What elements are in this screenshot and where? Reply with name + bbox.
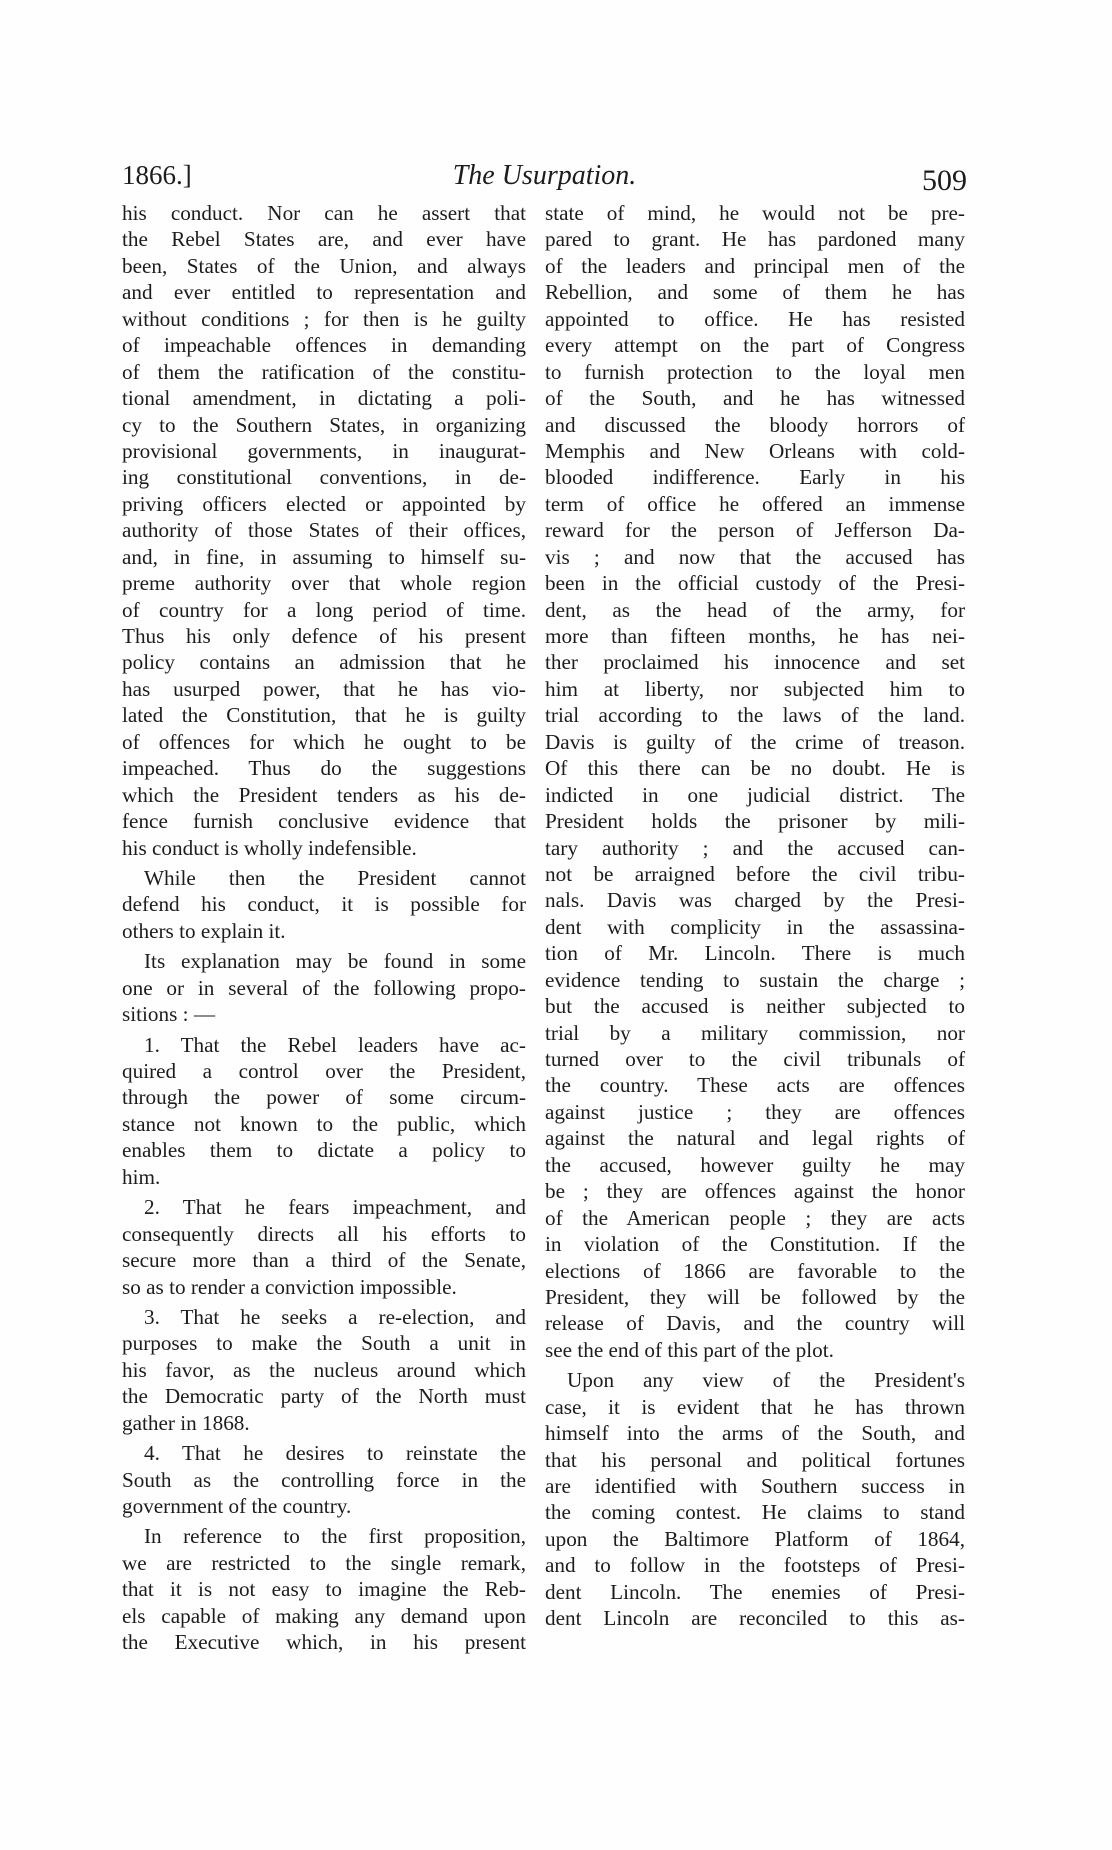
text-line: Upon any view of the President's [567, 1368, 965, 1393]
text-line: state of mind, he would not be pre- [545, 201, 965, 225]
text-line: dent with complicity in the assassina- [545, 914, 965, 939]
text-line: gather in 1868. [122, 1410, 250, 1435]
paragraph [545, 200, 965, 1363]
text-line: we are restricted to the single remark, [122, 1550, 526, 1575]
text-line: against the natural and legal rights of [545, 1126, 965, 1151]
text-line: dent Lincoln are reconciled to this as- [545, 1606, 965, 1631]
text-line: his favor, as the nucleus around which [122, 1357, 526, 1382]
text-line: see the end of this part of the plot. [545, 1337, 834, 1362]
text-line: the country. These acts are offences [545, 1073, 965, 1098]
text-line: 3. That he seeks a re-election, and [144, 1304, 526, 1329]
text-line: of offences for which he ought to be [122, 729, 526, 754]
text-line: been, States of the Union, and always [122, 253, 526, 278]
text-line: without conditions ; for then is he guilty [122, 306, 526, 331]
text-line: not be arraigned before the civil tribu- [545, 861, 965, 886]
text-line: secure more than a third of the Senate, [122, 1248, 526, 1273]
text-line: elections of 1866 are favorable to the [545, 1258, 965, 1283]
text-line: the Democratic party of the North must [122, 1384, 526, 1409]
paragraph [122, 1523, 526, 1655]
text-line: and, in fine, in assuming to himself su- [122, 544, 526, 569]
header-title: The Usurpation. [452, 160, 637, 191]
text-line: defend his conduct, it is possible for [122, 892, 526, 917]
text-line: that his personal and political fortunes [545, 1447, 965, 1472]
paragraph [122, 1304, 526, 1436]
paragraph [545, 1367, 965, 1631]
text-line: every attempt on the part of Congress [545, 333, 965, 358]
page-number: 509 [922, 164, 967, 197]
text-line: tional amendment, in dictating a poli- [122, 386, 526, 411]
text-line: Thus his only defence of his present [122, 624, 526, 648]
text-line: purposes to make the South a unit in [122, 1331, 526, 1356]
text-line: him at liberty, nor subjected him to [545, 676, 965, 701]
text-line: Rebellion, and some of them he has [545, 280, 965, 305]
text-line: enables them to dictate a policy to [122, 1138, 526, 1163]
text-line: the Rebel States are, and ever have [122, 227, 526, 252]
text-line: be ; they are offences against the honor [545, 1179, 965, 1204]
text-line: case, it is evident that he has thrown [545, 1394, 965, 1419]
text-line: indicted in one judicial district. The [545, 782, 965, 807]
text-line: lated the Constitution, that he is guilty [122, 703, 526, 728]
text-line: his conduct. Nor can he assert that [122, 201, 526, 225]
text-line: dent, as the head of the army, for [545, 597, 965, 622]
text-line: and to follow in the footsteps of Presi- [545, 1553, 965, 1578]
text-line: of impeachable offences in demanding [122, 333, 526, 358]
text-line: consequently directs all his efforts to [122, 1221, 526, 1246]
text-line: vis ; and now that the accused has [545, 544, 965, 569]
text-line: to furnish protection to the loyal men [545, 359, 965, 384]
text-line: 2. That he fears impeachment, and [144, 1195, 526, 1220]
text-line: Its explanation may be found in some [144, 949, 526, 974]
text-line: trial according to the laws of the land. [545, 703, 965, 728]
text-line: the accused, however guilty he may [545, 1152, 965, 1177]
text-line: South as the controlling force in the [122, 1467, 526, 1492]
text-line: are identified with Southern success in [545, 1474, 965, 1498]
text-line: quired a control over the President, [122, 1059, 526, 1083]
text-line: President holds the prisoner by mili- [545, 809, 965, 834]
text-line: of country for a long period of time. [122, 597, 526, 622]
right-column [545, 200, 965, 1632]
text-line: government of the country. [122, 1494, 352, 1518]
text-line: els capable of making any demand upon [122, 1603, 526, 1628]
text-line: his conduct is wholly indefensible. [122, 835, 417, 860]
text-line: President, they will be followed by the [545, 1284, 965, 1309]
text-line: the coming contest. He claims to stand [545, 1500, 965, 1525]
paragraph [122, 1032, 526, 1191]
text-line: turned over to the civil tribunals of [545, 1047, 965, 1071]
text-line: provisional governments, in inaugurat- [122, 438, 526, 463]
text-line: upon the Baltimore Platform of 1864, [545, 1526, 965, 1551]
text-line: pared to grant. He has pardoned many [545, 227, 965, 252]
text-line: one or in several of the following propo- [122, 975, 526, 1000]
text-line: of the American people ; they are acts [545, 1205, 965, 1230]
text-line: which the President tenders as his de- [122, 782, 526, 807]
text-line: but the accused is neither subjected to [545, 994, 965, 1019]
text-line: authority of those States of their offices, [122, 518, 526, 543]
text-line: appointed to office. He has resisted [545, 306, 965, 331]
text-line: ing constitutional conventions, in de- [122, 465, 526, 490]
text-line: others to explain it. [122, 918, 286, 943]
paragraph [122, 948, 526, 1027]
text-line: Memphis and New Orleans with cold- [545, 438, 965, 463]
text-line: of the leaders and principal men of the [545, 253, 965, 278]
text-line: and discussed the bloody horrors of [545, 412, 965, 437]
text-line: has usurped power, that he has vio- [122, 676, 526, 701]
text-line: so as to render a conviction impossible. [122, 1274, 457, 1299]
text-line: that it is not easy to imagine the Reb- [122, 1577, 526, 1602]
text-line: release of Davis, and the country will [545, 1311, 965, 1336]
running-header [122, 160, 967, 200]
text-line: policy contains an admission that he [122, 650, 526, 675]
text-line: evidence tending to sustain the charge ; [545, 967, 965, 992]
text-line: priving officers elected or appointed by [122, 491, 526, 516]
paragraph [122, 1194, 526, 1300]
text-line: the Executive which, in his present [122, 1630, 526, 1655]
text-line: 1. That the Rebel leaders have ac- [144, 1032, 526, 1057]
text-line: term of office he offered an immense [545, 491, 965, 516]
text-line: dent Lincoln. The enemies of Presi- [545, 1579, 965, 1604]
header-year: 1866.] [122, 160, 192, 190]
text-line: of them the ratification of the constitu- [122, 359, 526, 384]
text-line: Of this there can be no doubt. He is [545, 756, 965, 781]
text-line: him. [122, 1164, 161, 1189]
text-line: ther proclaimed his innocence and set [545, 650, 965, 675]
text-line: reward for the person of Jefferson Da- [545, 518, 965, 543]
text-line: cy to the Southern States, in organizing [122, 412, 526, 437]
text-line: preme authority over that whole region [122, 571, 526, 596]
text-line: against justice ; they are offences [545, 1099, 965, 1124]
text-line: fence furnish conclusive evidence that [122, 809, 526, 834]
paragraph [122, 200, 526, 861]
text-line: been in the official custody of the Presi- [545, 571, 965, 596]
text-line: sitions : — [122, 1002, 216, 1027]
text-line: While then the President cannot [144, 865, 526, 890]
text-line: Davis is guilty of the crime of treason. [545, 729, 965, 754]
text-line: tary authority ; and the accused can- [545, 835, 965, 860]
text-line: of the South, and he has witnessed [545, 386, 965, 411]
text-line: more than fifteen months, he has nei- [545, 624, 965, 648]
text-line: 4. That he desires to reinstate the [144, 1441, 526, 1466]
text-line: himself into the arms of the South, and [545, 1421, 965, 1446]
text-line: nals. Davis was charged by the Presi- [545, 888, 965, 913]
paragraph [122, 865, 526, 944]
paragraph [122, 1440, 526, 1519]
text-line: trial by a military commission, nor [545, 1020, 965, 1045]
text-line: in violation of the Constitution. If the [545, 1232, 965, 1257]
text-line: impeached. Thus do the suggestions [122, 756, 526, 781]
left-column [122, 200, 526, 1656]
text-line: through the power of some circum- [122, 1085, 526, 1110]
text-line: In reference to the first proposition, [144, 1524, 526, 1549]
text-line: stance not known to the public, which [122, 1111, 526, 1136]
text-line: blooded indifference. Early in his [545, 465, 965, 490]
text-line: and ever entitled to representation and [122, 280, 526, 305]
text-line: tion of Mr. Lincoln. There is much [545, 941, 965, 966]
